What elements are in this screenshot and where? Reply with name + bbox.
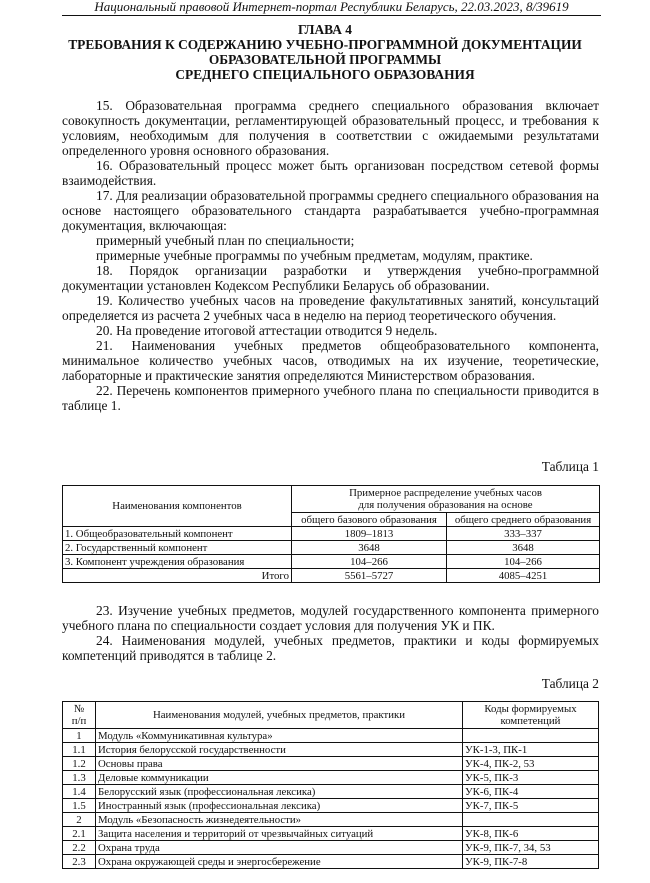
table-row (63, 555, 600, 569)
table-2 (62, 701, 599, 869)
table2-header-num-line-2: п/п (71, 715, 87, 727)
table1-cell-secondary: 3648 (447, 541, 600, 555)
table2-cell-num: 2.2 (63, 841, 96, 855)
chapter-title-line-2: ОБРАЗОВАТЕЛЬНОЙ ПРОГРАММЫ (208, 52, 442, 67)
table2-cell-name: Защита населения и территорий от чрезвычайных ситуаций (96, 827, 463, 841)
table2-cell-num: 2 (63, 813, 96, 827)
chapter-body-part1 (62, 98, 599, 413)
table-row (63, 541, 600, 555)
table1-cell-basic: 104–266 (292, 555, 447, 569)
table1-cell-secondary: 104–266 (447, 555, 600, 569)
table2-cell-name: Модуль «Коммуникативная культура» (96, 729, 463, 743)
table1-total-basic: 5561–5727 (292, 569, 447, 583)
table2-cell-name: Белорусский язык (профессиональная лексика) (96, 785, 463, 799)
paragraph-21: 21. Наименования учебных предметов общеобразовательного компонента, минимальное количество учебных часов, отводимых на их изучение, теоретические, лабораторные и практические занятия определяются Министерством образования. (62, 338, 599, 383)
paragraph-17-item-1: примерный учебный план по специальности; (96, 233, 355, 248)
paragraph-16: 16. Образовательный процесс может быть организован посредством сетевой формы взаимодействия. (62, 158, 599, 188)
table2-cell-name: Основы права (96, 757, 463, 771)
table-row (63, 841, 599, 855)
chapter-body-part2 (62, 603, 599, 663)
table2-cell-codes (463, 729, 599, 743)
table2-cell-codes (463, 813, 599, 827)
portal-header: Национальный правовой Интернет-портал Республики Беларусь, 22.03.2023, 8/39619 (62, 0, 601, 16)
table2-cell-codes: УК-7, ПК-5 (463, 799, 599, 813)
table2-cell-name: История белорусской государственности (96, 743, 463, 757)
paragraph-20: 20. На проведение итоговой аттестации отводится 9 недель. (96, 323, 438, 338)
table-row (63, 743, 599, 757)
table-row (63, 771, 599, 785)
table-row (63, 827, 599, 841)
paragraph-17-item-2: примерные учебные программы по учебным предметам, модулям, практике. (96, 248, 533, 263)
table2-cell-name: Охрана окружающей среды и энергосбережение (96, 855, 463, 869)
table1-cell-name: 2. Государственный компонент (63, 541, 292, 555)
table-row (63, 729, 599, 743)
table2-header-codes (463, 702, 599, 729)
table1-cell-basic: 3648 (292, 541, 447, 555)
table2-header-codes-line-2: компетенций (500, 715, 561, 727)
table-row (63, 799, 599, 813)
table1-header-group-line-2: для получения образования на основе (358, 499, 533, 511)
table1-total-label: Итого (63, 569, 292, 583)
table1-cell-basic: 1809–1813 (292, 527, 447, 541)
paragraph-23: 23. Изучение учебных предметов, модулей государственного компонента примерного учебного плана по специальности создает условия для получения УК и ПК. (62, 603, 599, 633)
table2-cell-codes: УК-8, ПК-6 (463, 827, 599, 841)
table2-header-codes-line-1: Коды формируемых (484, 703, 577, 715)
table2-cell-name: Деловые коммуникации (96, 771, 463, 785)
table-row (63, 785, 599, 799)
table2-cell-num: 1.4 (63, 785, 96, 799)
table-row-total (63, 569, 600, 583)
table2-cell-num: 1.5 (63, 799, 96, 813)
table1-caption: Таблица 1 (541, 459, 599, 474)
table2-cell-num: 1 (63, 729, 96, 743)
table1-header-group-line-1: Примерное распределение учебных часов (349, 487, 542, 499)
table2-cell-num: 2.3 (63, 855, 96, 869)
table1-header-group (292, 486, 600, 513)
table2-cell-num: 1.3 (63, 771, 96, 785)
table1-header-secondary: общего среднего образования (447, 513, 600, 527)
chapter-number: ГЛАВА 4 (298, 22, 352, 37)
table2-header-num (63, 702, 96, 729)
table-row (63, 757, 599, 771)
table1-header-basic: общего базового образования (292, 513, 447, 527)
table1-cell-name: 1. Общеобразовательный компонент (63, 527, 292, 541)
table-row (63, 813, 599, 827)
paragraph-22: 22. Перечень компонентов примерного учебного плана по специальности приводится в таблице 1. (62, 383, 599, 413)
table1-cell-secondary: 333–337 (447, 527, 600, 541)
chapter-title-line-3: СРЕДНЕГО СПЕЦИАЛЬНОГО ОБРАЗОВАНИЯ (175, 67, 475, 82)
table1-total-secondary: 4085–4251 (447, 569, 600, 583)
table1-header-name: Наименования компонентов (63, 486, 292, 527)
paragraph-19: 19. Количество учебных часов на проведение факультативных занятий, консультаций определяется из расчета 2 учебных часа в неделю на период теоретического обучения. (62, 293, 599, 323)
table2-cell-codes: УК-4, ПК-2, 53 (463, 757, 599, 771)
paragraph-24: 24. Наименования модулей, учебных предметов, практики и коды формируемых компетенций приводятся в таблице 2. (62, 633, 599, 663)
table2-cell-name: Иностранный язык (профессиональная лексика) (96, 799, 463, 813)
table-row (63, 855, 599, 869)
table2-cell-num: 1.2 (63, 757, 96, 771)
table2-cell-num: 2.1 (63, 827, 96, 841)
table1-cell-name: 3. Компонент учреждения образования (63, 555, 292, 569)
table2-cell-name: Модуль «Безопасность жизнедеятельности» (96, 813, 463, 827)
paragraph-15: 15. Образовательная программа среднего специального образования включает совокупность документации, регламентирующей образовательный процесс, и требования к условиям, необходимым для получения в соответствии с ожидаемыми результатами определенного уровня основного образования. (62, 98, 599, 158)
chapter-title (0, 22, 650, 82)
table-1 (62, 485, 600, 583)
table2-caption: Таблица 2 (541, 676, 599, 691)
table2-header-name: Наименования модулей, учебных предметов, практики (96, 702, 463, 729)
table2-cell-codes: УК-9, ПК-7-8 (463, 855, 599, 869)
table2-cell-codes: УК-1-3, ПК-1 (463, 743, 599, 757)
table2-header-num-line-1: № (73, 703, 85, 715)
paragraph-18: 18. Порядок организации разработки и утверждения учебно-программной документации установлен Кодексом Республики Беларусь об образовании. (62, 263, 599, 293)
table2-cell-num: 1.1 (63, 743, 96, 757)
table2-cell-codes: УК-5, ПК-3 (463, 771, 599, 785)
table2-cell-codes: УК-6, ПК-4 (463, 785, 599, 799)
table2-cell-name: Охрана труда (96, 841, 463, 855)
chapter-title-line-1: ТРЕБОВАНИЯ К СОДЕРЖАНИЮ УЧЕБНО-ПРОГРАММНОЙ ДОКУМЕНТАЦИИ (68, 37, 582, 52)
paragraph-17: 17. Для реализации образовательной программы среднего специального образования на основе настоящего образовательного стандарта разрабатывается учебно-программная документация, включающая: (62, 188, 599, 233)
table2-cell-codes: УК-9, ПК-7, 34, 53 (463, 841, 599, 855)
table-row (63, 527, 600, 541)
